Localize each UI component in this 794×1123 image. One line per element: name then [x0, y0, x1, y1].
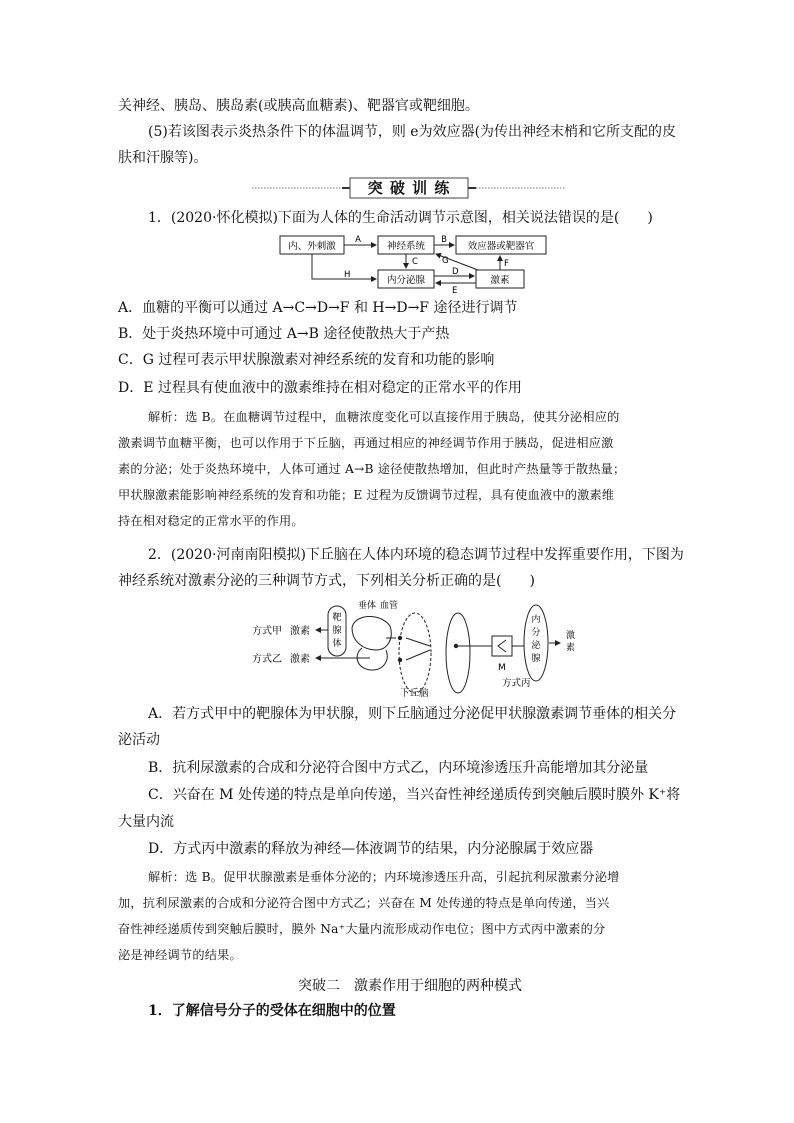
synapse-m-label: M — [498, 663, 506, 673]
q1-analysis-4: 甲状腺激素能影响神经系统的发育和功能；E 过程为反馈调节过程，具有使血液中的激素维 — [118, 488, 615, 502]
intro-line-2: (5)若该图表示炎热条件下的体温调节，则 e为效应器(为传出神经末梢和它所支配的皮 — [148, 124, 677, 140]
box-nerve-system: 神经系统 — [386, 241, 426, 252]
box-endocrine-gland: 内分泌腺 — [386, 275, 426, 286]
q2-stem-1: 2．(2020·河南南阳模拟)下丘脑在人体内环境的稳态调节过程中发挥重要作用，下图为 — [148, 547, 684, 563]
q2-analysis-4: 泌是神经调节的结果。 — [118, 948, 242, 962]
q2-stem-2: 神经系统对激素分泌的三种调节方式，下列相关分析正确的是( ) — [118, 573, 535, 589]
q2-option-a-1: A．若方式甲中的靶腺体为甲状腺，则下丘脑通过分泌促甲状腺激素调节垂体的相关分 — [148, 706, 677, 722]
q1-stem: 1．(2020·怀化模拟)下面为人体的生命活动调节示意图，相关说法错误的是( ) — [148, 210, 653, 226]
way-a-label: 方式甲 — [252, 626, 282, 637]
label-e: E — [452, 286, 458, 294]
section-heading: 突破二 激素作用于细胞的两种模式 — [298, 978, 522, 994]
q1-analysis-2: 激素调节血糖平衡，也可以作用于下丘脑，再通过相应的神经调节作用于胰岛，促进相应激 — [118, 436, 614, 450]
label-d: D — [452, 267, 459, 277]
label-b: B — [441, 235, 447, 245]
banner-title: 突 破 训 练 — [367, 179, 451, 197]
way-c-hormone-char-2: 素 — [566, 643, 576, 653]
q2-option-a-2: 泌活动 — [118, 732, 160, 748]
target-gland-char-1: 靶 — [332, 613, 342, 623]
way-c-label: 方式丙 — [502, 678, 531, 689]
blood-vessel-label: 血管 — [380, 601, 399, 611]
q2-analysis-1: 解析：选 B。促甲状腺激素是垂体分泌的；内环境渗透压升高，引起抗利尿激素分泌增 — [148, 870, 620, 884]
label-c: C — [412, 257, 418, 267]
way-b-hormone: 激素 — [290, 654, 310, 665]
q1-regulation-diagram — [270, 232, 560, 294]
q2-option-d: D．方式丙中激素的释放为神经—体液调节的结果，内分泌腺属于效应器 — [148, 841, 594, 857]
way-a-hormone: 激素 — [290, 626, 310, 637]
endocrine-char-3: 泌 — [531, 641, 541, 651]
q2-option-c-2: 大量内流 — [118, 814, 174, 830]
hypothalamus-label: 下丘脑 — [400, 688, 429, 698]
label-h: H — [344, 270, 351, 280]
q1-option-d: D．E 过程具有使血液中的激素维持在相对稳定的正常水平的作用 — [118, 380, 522, 396]
box-hormone: 激素 — [490, 275, 510, 286]
intro-line-1: 关神经、胰岛、胰岛素(或胰高血糖素)、靶器官或靶细胞。 — [118, 98, 479, 114]
pituitary-label: 垂体 — [358, 601, 377, 611]
way-b-label: 方式乙 — [252, 654, 282, 665]
label-g: G — [442, 256, 449, 266]
label-f: F — [504, 259, 509, 269]
way-c-hormone-char-1: 激 — [566, 631, 576, 641]
q1-analysis-3: 素的分泌；处于炎热环境中，人体可通过 A→B 途径使散热增加，但此时产热量等于散热量； — [118, 462, 626, 476]
box-stimulus: 内、外刺激 — [288, 241, 336, 252]
q2-analysis-2: 加，抗利尿激素的合成和分泌符合图中方式乙；兴奋在 M 处传递的特点是单向传递，当兴 — [118, 896, 610, 910]
intro-line-3: 肤和汗腺等)。 — [118, 150, 208, 166]
endocrine-char-1: 内 — [531, 615, 541, 625]
endocrine-char-2: 分 — [531, 628, 541, 638]
q2-option-b: B．抗利尿激素的合成和分泌符合图中方式乙，内环境渗透压升高能增加其分泌量 — [148, 760, 649, 776]
q1-option-b: B．处于炎热环境中可通过 A→B 途径使散热大于产热 — [118, 326, 450, 342]
endocrine-char-4: 腺 — [531, 654, 541, 664]
q1-option-a: A．血糖的平衡可以通过 A→C→D→F 和 H→D→F 途径进行调节 — [118, 300, 518, 316]
q2-option-c-1: C．兴奋在 M 处传递的特点是单向传递，当兴奋性神经递质传到突触后膜时膜外 K⁺将 — [148, 787, 681, 803]
box-effector: 效应器或靶器官 — [467, 241, 535, 252]
section-banner — [250, 176, 568, 200]
section-item-1: 1．了解信号分子的受体在细胞中的位置 — [148, 1003, 396, 1019]
label-a: A — [355, 235, 361, 245]
target-gland-char-3: 体 — [332, 639, 342, 649]
target-gland-char-2: 腺 — [332, 626, 342, 636]
q1-analysis-1: 解析：选 B。在血糖调节过程中，血糖浓度变化可以直接作用于胰岛，使其分泌相应的 — [148, 410, 620, 424]
q2-hypothalamus-diagram — [240, 598, 590, 698]
q2-analysis-3: 奋性神经递质传到突触后膜时，膜外 Na⁺大量内流形成动作电位；图中方式丙中激素的分 — [118, 922, 606, 936]
q1-option-c: C．G 过程可表示甲状腺激素对神经系统的发育和功能的影响 — [118, 352, 495, 368]
q1-analysis-5: 持在相对稳定的正常水平的作用。 — [118, 514, 304, 528]
